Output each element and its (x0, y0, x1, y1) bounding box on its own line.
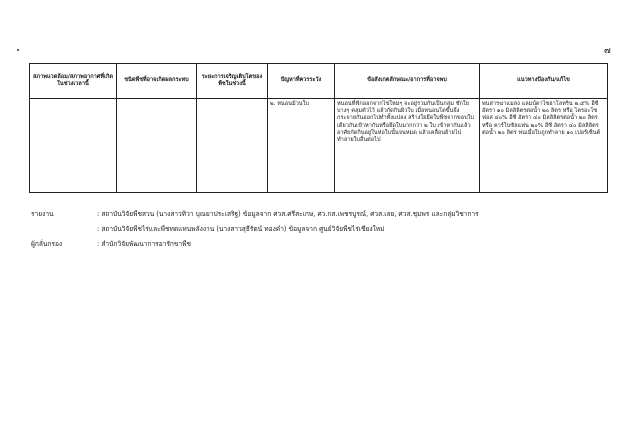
header-environment: สภาพแวดล้อม/สภาพอากาศที่เกิดในช่วงเวลานี้ (30, 64, 117, 99)
reviewer-label: ผู้กลั่นกรอง (31, 240, 63, 248)
pest-table (29, 63, 608, 193)
cell-prevention: พ่นสารฆ่าแมลง แลมบ์ดาไซฮาโลทริน ๒.๕% อีซี อัตรา ๑๐ มิลลิลิตรต่อน้ำ ๒๐ ลิตร หรือ ไตรอะโซฟอส ๔๐% อีซี อัตรา ๔๐ มิลลิลิตรต่อน้ำ ๒๐ ลิตร หรือ คาร์โบซัลแฟน ๒๐% อีซี อัตรา ๔๐ มิลลิลิตรต่อน้ำ ๒๐ ลิตร พ่นเมื่อใบถูกทำลาย ๑๐ เปอร์เซ็นต์ (480, 99, 608, 193)
header-growth-stage: ระยะการเจริญเติบโตของพืชในช่วงนี้ (197, 64, 268, 99)
cell-growth-stage (197, 99, 268, 193)
report-line-field-crops: : สถาบันวิจัยพืชไร่และพืชทดแทนพลังงาน (นางสาวสุธีรัตน์ ทองคำ) ข้อมูลจาก ศูนย์วิจัยพืชไร่เชียงใหม่ (97, 225, 385, 233)
reviewer-text: : สำนักวิจัยพัฒนาการอารักขาพืช (97, 240, 191, 248)
cell-environment (30, 99, 117, 193)
table-row (30, 99, 608, 193)
scan-mark (17, 49, 19, 51)
header-crop: ชนิดพืชที่อาจเกิดผลกระทบ (117, 64, 197, 99)
header-symptoms: ข้อสังเกตลักษณะ/อาการที่อาจพบ (335, 64, 480, 99)
header-problem: ปัญหาที่ควรระวัง (268, 64, 335, 99)
table-header-row (30, 64, 608, 99)
report-label: รายงาน (31, 210, 54, 218)
cell-symptoms: หนอนที่ฟักออกจากไข่ใหม่ๆ จะอยู่รวมกันเป็นกลุ่ม ชักใยบางๆ คลุมตัวไว้ แล้วกัดกินผิวใบ เมื่อหนอนโตขึ้นจึงกระจายกันออกไปทำทั้งแปลง สร้างใยยึดใบพืชจากขอบใบเดียวกันเข้าหากันหรือยึดใบมากกว่า ๒ ใบ เข้าหากันแล้วอาศัยกัดกินอยู่ในห่อใบนั้นจนหมด แล้วเคลื่อนย้ายไปทำลายใบอื่นต่อไป (335, 99, 480, 193)
report-line-horticulture: : สถาบันวิจัยพืชสวน (นางสาวทิวา บุณยาประเสริฐ) ข้อมูลจาก ศวส.ศรีสะเกษ, ศว.กส.เพชรบูรณ์, ศวส.เลย, ศวส.ชุมพร และกลุ่มวิชาการ (97, 210, 479, 218)
cell-problem: ๒. หนอนม้วนใบ (268, 99, 335, 193)
page-number: ๗ (604, 46, 611, 56)
cell-crop (117, 99, 197, 193)
header-prevention: แนวทางป้องกัน/แก้ไข (480, 64, 608, 99)
